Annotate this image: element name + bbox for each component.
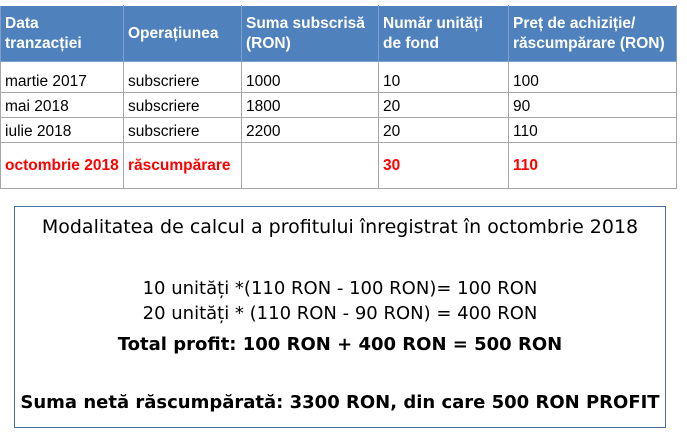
cell-date: octombrie 2018 (1, 143, 124, 189)
cell-price: 110 (509, 118, 677, 143)
cell-operation: subscriere (124, 93, 242, 118)
cell-units: 10 (379, 62, 509, 93)
table-row-redemption (1, 143, 677, 189)
table-row (1, 93, 677, 118)
table-row (1, 62, 677, 93)
cell-units: 20 (379, 93, 509, 118)
cell-operation: răscumpărare (124, 143, 242, 189)
calculation-line-1: 10 unități *(110 RON - 100 RON)= 100 RON (142, 278, 538, 299)
cell-amount: 1800 (242, 93, 379, 118)
cell-units: 20 (379, 118, 509, 143)
calculation-title: Modalitatea de calcul a profitului înregistrat în octombrie 2018 (41, 216, 639, 238)
cell-amount (242, 143, 379, 189)
cell-date: martie 2017 (1, 62, 124, 93)
calculation-line-2: 20 unități * (110 RON - 90 RON) = 400 RON (142, 303, 538, 324)
table-header-row (1, 6, 677, 62)
cell-units: 30 (379, 143, 509, 189)
cell-price: 90 (509, 93, 677, 118)
cell-date: mai 2018 (1, 93, 124, 118)
net-redeemed-line: Suma netă răscumpărată: 3300 RON, din care 500 RON PROFIT (20, 392, 660, 413)
cell-amount: 1000 (242, 62, 379, 93)
cell-operation: subscriere (124, 62, 242, 93)
header-units: Număr unități de fond (379, 6, 509, 62)
header-price: Preț de achiziție/ răscumpărare (RON) (509, 6, 677, 62)
profit-calculation-box (14, 206, 666, 428)
cell-date: iulie 2018 (1, 118, 124, 143)
table-row (1, 118, 677, 143)
total-profit-line: Total profit: 100 RON + 400 RON = 500 RON (117, 334, 563, 355)
cell-price: 100 (509, 62, 677, 93)
cell-operation: subscriere (124, 118, 242, 143)
cell-amount: 2200 (242, 118, 379, 143)
cell-price: 110 (509, 143, 677, 189)
header-operation: Operațiunea (124, 6, 242, 62)
header-date: Data tranzacției (1, 6, 124, 62)
header-amount: Suma subscrisă (RON) (242, 6, 379, 62)
transactions-table (0, 5, 677, 189)
